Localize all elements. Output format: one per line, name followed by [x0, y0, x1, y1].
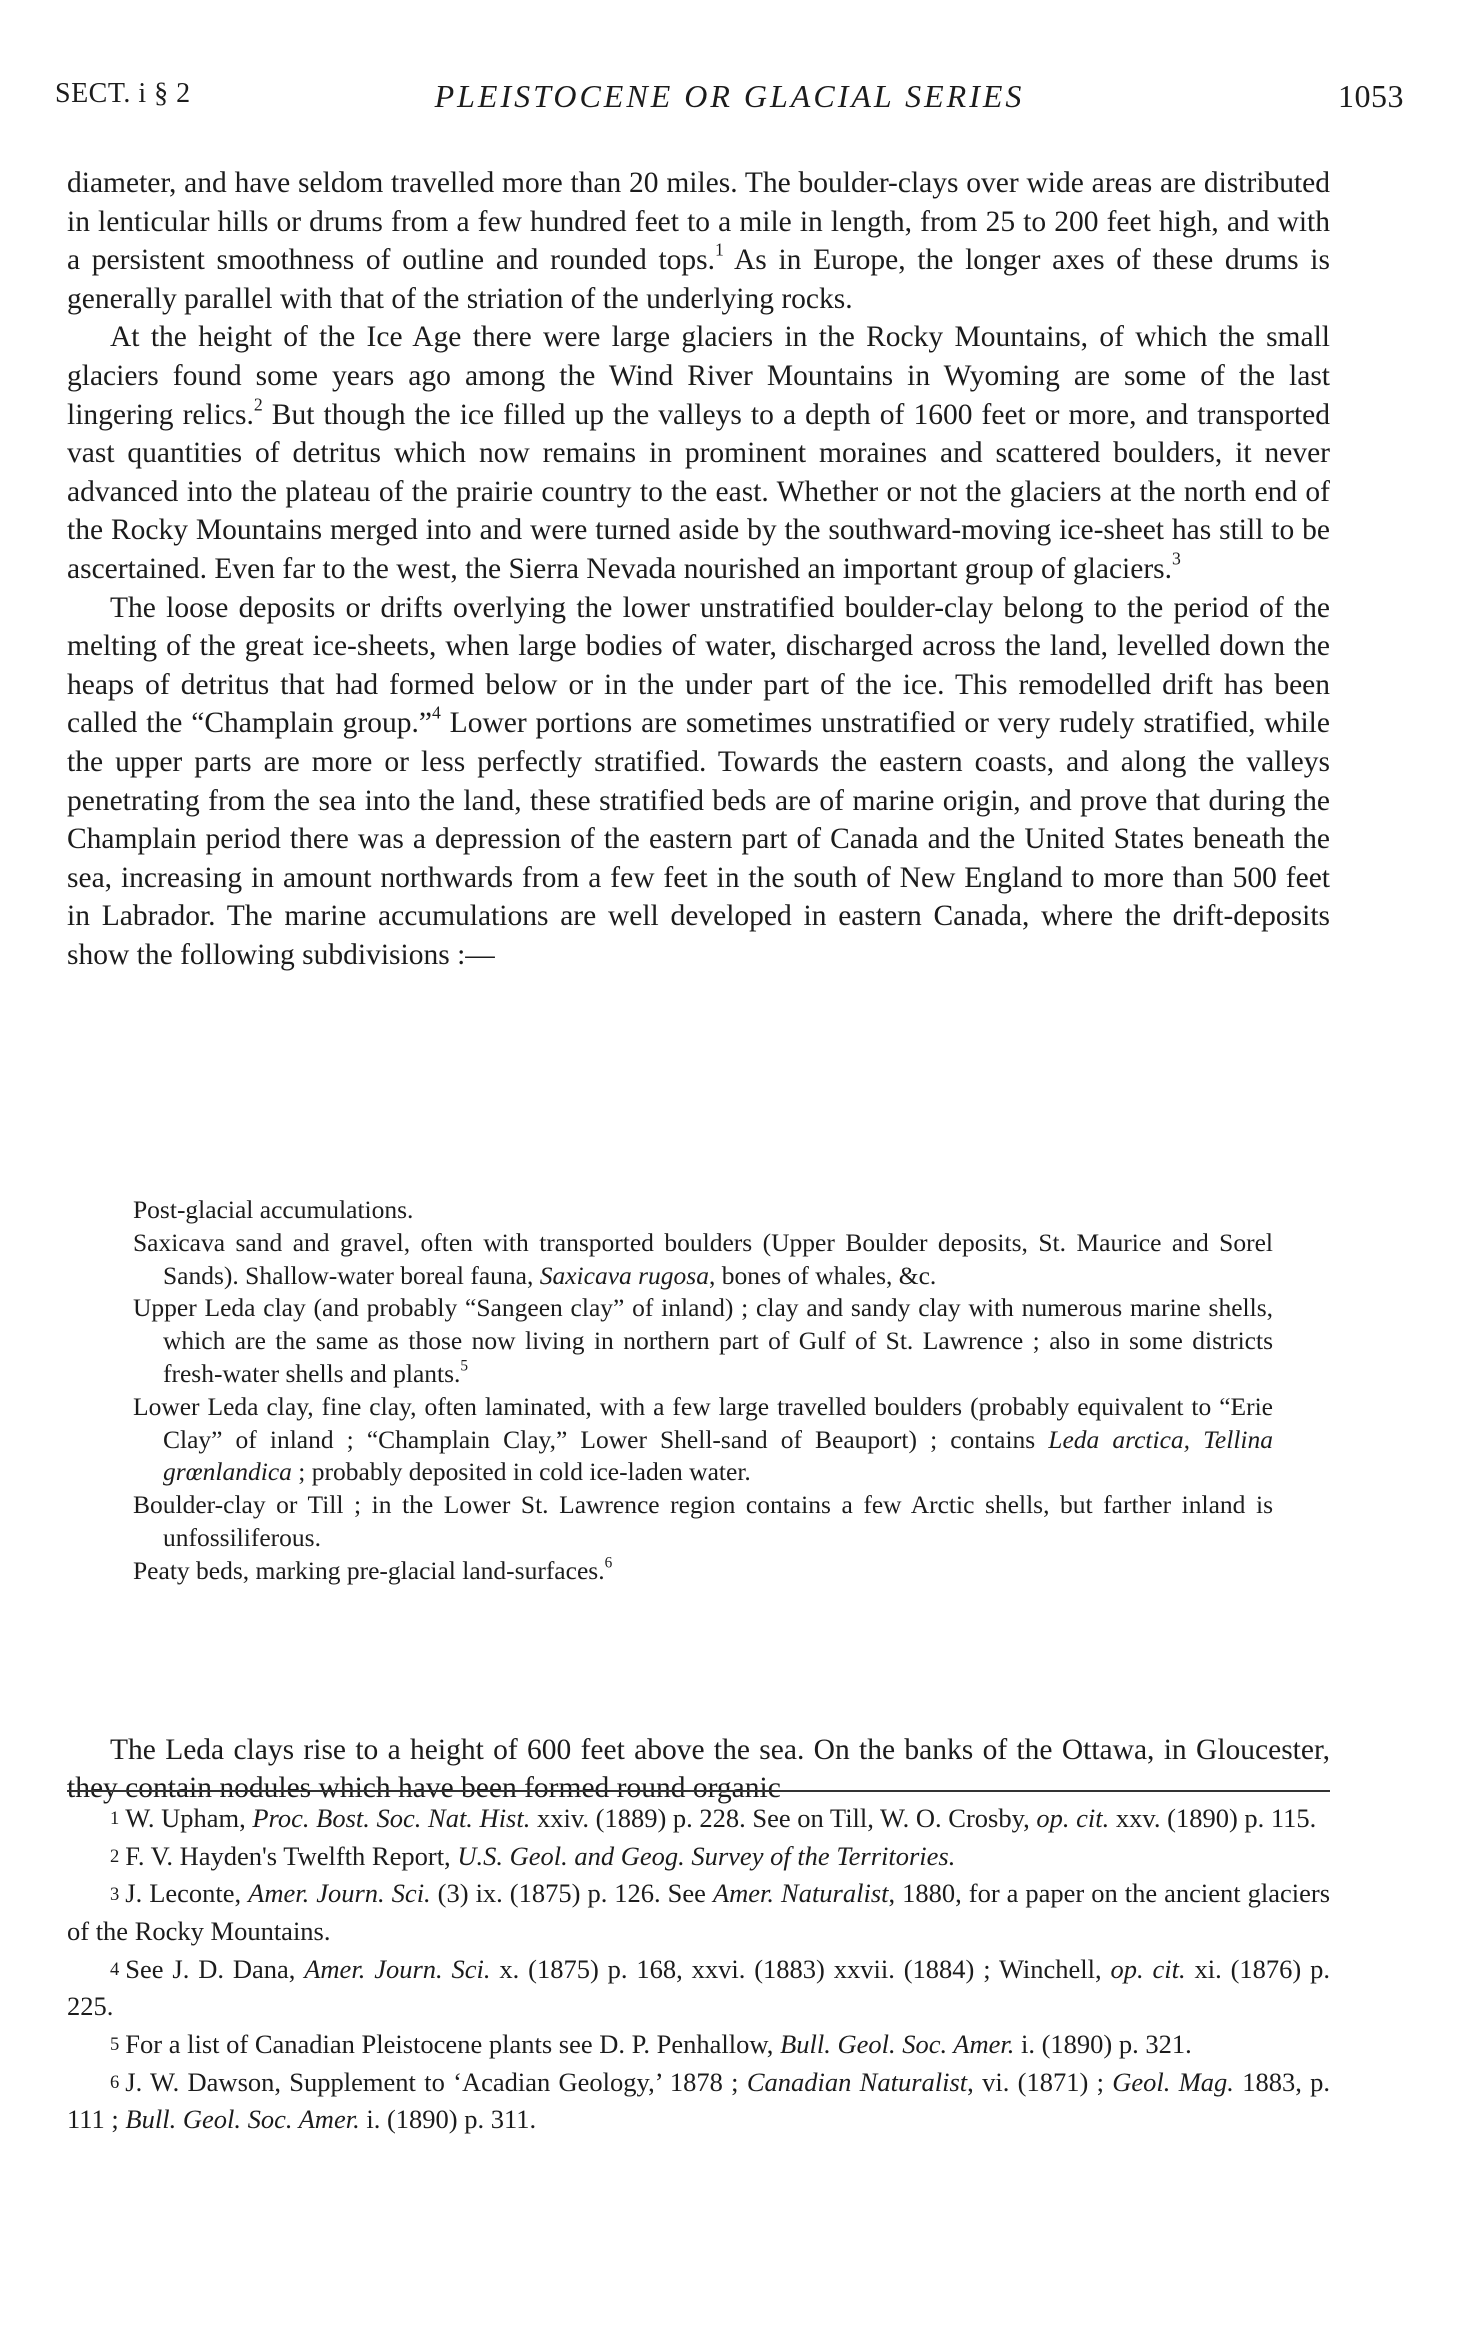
footnote-ref: 1	[715, 239, 724, 260]
footnote-ref: 6	[604, 1554, 613, 1572]
footnote-ref: 5	[460, 1357, 469, 1375]
running-header	[55, 78, 1404, 118]
list-item: Upper Leda clay (and probably “Sangeen clay” of inland) ; clay and sandy clay with numerous marine shells, which are the same as those now living in northern part of Gulf of St. Lawrence ; also in some districts fresh-water shells and plants.$^5$	[133, 1293, 1273, 1388]
running-title: PLEISTOCENE OR GLACIAL SERIES	[434, 78, 1025, 114]
subdivision-list	[133, 1194, 1273, 1588]
list-item: Saxicava sand and gravel, often with transported boulders (Upper Boulder deposits, St. Maurice and Sorel Sands). Shallow-water boreal fauna, Saxicava rugosa, bones of whales, &c.	[133, 1227, 1273, 1290]
paragraph-drums: diameter, and have seldom travelled more than 20 miles. The boulder-clays over wide areas are distributed in lenticular hills or drums from a few hundred feet to a mile in length, from 25 to 200 feet high, and with a persistent smoothness of outline and rounded tops.$^1$ As in Europe, the longer axes of these drums is generally parallel with that of the striation of the underlying rocks.	[67, 167, 1330, 315]
footnote: 1 W. Upham, Proc. Bost. Soc. Nat. Hist. xxiv. (1889) p. 228. See on Till, W. O. Crosby, op. cit. xxv. (1890) p. 115.	[110, 1803, 1317, 1833]
list-item: Peaty beds, marking pre-glacial land-surfaces.$^6$	[133, 1554, 613, 1585]
footnotes	[67, 1800, 1330, 2139]
footnote: 2 F. V. Hayden's Twelfth Report, U.S. Geol. and Geog. Survey of the Territories.	[110, 1840, 956, 1871]
footnote-divider	[67, 1790, 1330, 1792]
page-number: 1053	[1338, 78, 1404, 114]
list-item: Boulder-clay or Till ; in the Lower St. Lawrence region contains a few Arctic shells, but farther inland is unfossiliferous.	[133, 1490, 1273, 1552]
footnote: 6 J. W. Dawson, Supplement to ‘Acadian Geology,’ 1878 ; Canadian Naturalist, vi. (1871) ; Geol. Mag. 1883, p. 111 ; Bull. Geol. Soc. Amer. i. (1890) p. 311.	[67, 2066, 1330, 2135]
footnote: 5 For a list of Canadian Pleistocene plants see D. P. Penhallow, Bull. Geol. Soc. Amer. i. (1890) p. 321.	[110, 2028, 1192, 2059]
paragraph-rocky-mountains: At the height of the Ice Age there were large glaciers in the Rocky Mountains, of which the small glaciers found some years ago among the Wind River Mountains in Wyoming are some of the last lingering relics.$^2$ But though the ice filled up the valleys to a depth of 1600 feet or more, and transported vast quantities of detritus which now remains in prominent moraines and scattered boulders, it never advanced into the plateau of the prairie country to the east. Whether or not the glaciers at the north end of the Rocky Mountains merged into and were turned aside by the southward-moving ice-sheet has still to be ascertained. Even far to the west, the Sierra Nevada nourished an important group of glaciers.$^3$	[67, 321, 1330, 585]
footnote-ref: 3	[1172, 548, 1181, 569]
footnote-ref: 2	[253, 394, 263, 415]
main-text	[67, 164, 1330, 974]
list-item: Post-glacial accumulations.	[133, 1195, 414, 1224]
footnote-ref: 4	[431, 703, 441, 724]
list-item: Lower Leda clay, fine clay, often laminated, with a few large travelled boulders (probably equivalent to “Erie Clay” of inland ; “Champlain Clay,” Lower Shell-sand of Beauport) ; contains Leda arctica, Tellina grœnlandica ; probably deposited in cold ice-laden water.	[133, 1391, 1273, 1487]
paragraph-champlain: The loose deposits or drifts overlying the lower unstratified boulder-clay belong to the period of the melting of the great ice-sheets, when large bodies of water, discharged across the land, levelled down the heaps of detritus that had formed below or in the under part of the ice. This remodelled drift has been called the “Champlain group.”$^4$ Lower portions are sometimes unstratified or very rudely stratified, while the upper parts are more or less perfectly stratified. Towards the eastern coasts, and along the valleys penetrating from the sea into the land, these stratified beds are of marine origin, and prove that during the Champlain period there was a depression of the eastern part of Canada and the United States beneath the sea, increasing in amount northwards from a few feet in the south of New England to more than 500 feet in Labrador. The marine accumulations are well developed in eastern Canada, where the drift-deposits show the following subdivisions :—	[67, 591, 1330, 971]
section-label: SECT. i § 2	[55, 78, 191, 109]
footnote: 3 J. Leconte, Amer. Journ. Sci. (3) ix. (1875) p. 126. See Amer. Naturalist, 1880, for a paper on the ancient glaciers of the Rocky Mountains.	[67, 1878, 1331, 1947]
footnote: 4 See J. D. Dana, Amer. Journ. Sci. x. (1875) p. 168, xxvi. (1883) xxvii. (1884) ; Winchell, op. cit. xi. (1876) p. 225.	[67, 1953, 1331, 2022]
paragraph-leda-clays: The Leda clays rise to a height of 600 feet above the sea. On the banks of the Ottawa, in Gloucester, they contain nodules which have been formed round organic	[67, 1733, 1330, 1805]
